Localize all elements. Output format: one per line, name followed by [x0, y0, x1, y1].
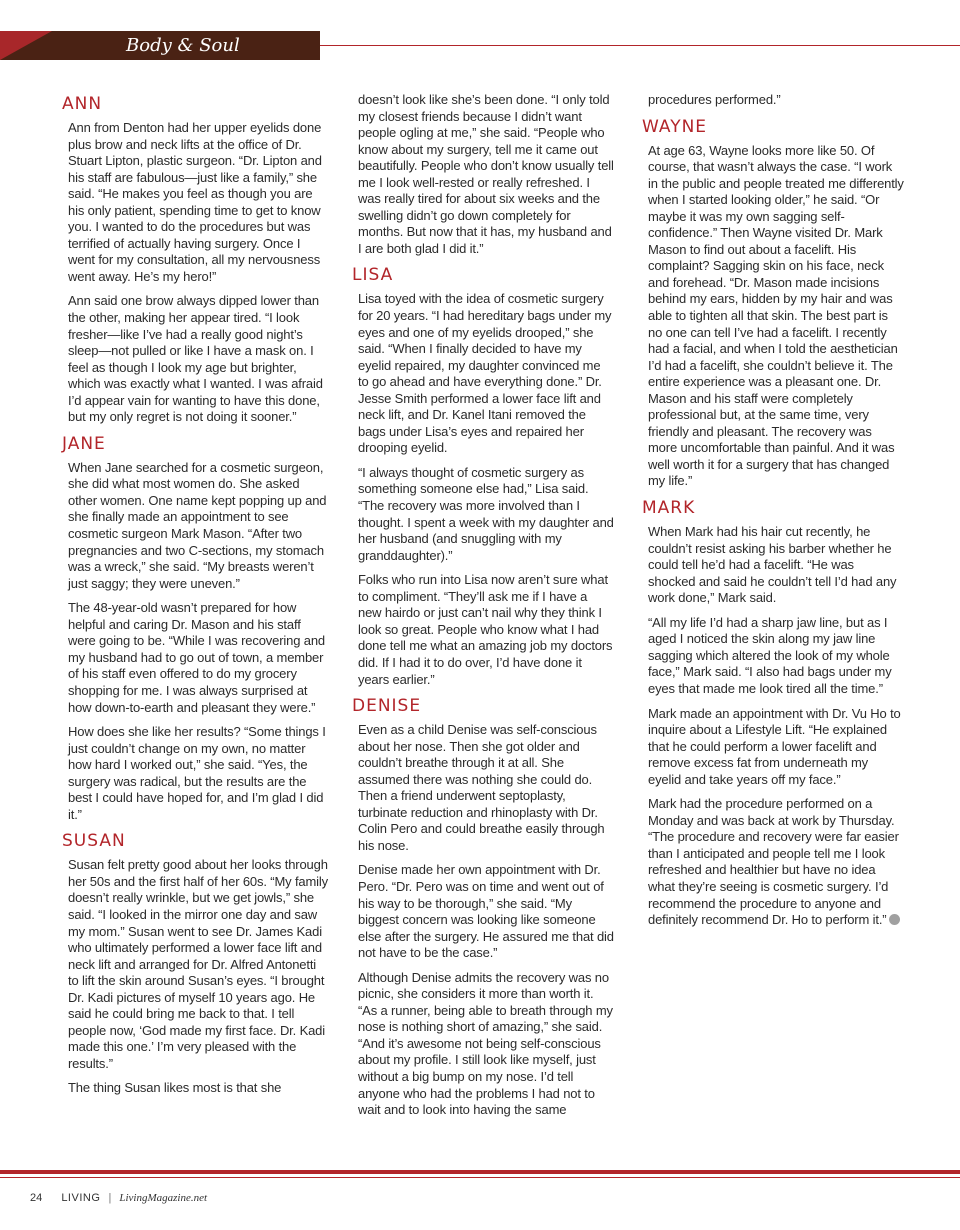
footer-rule-thick [0, 1170, 960, 1174]
footer-rule-thin [0, 1177, 960, 1178]
subhead-jane: JANE [62, 433, 106, 454]
paragraph: At age 63, Wayne looks more like 50. Of course, that wasn’t always the case. “I work in the public and people treated me differently when I started looking older,” he said. “Or maybe it was my own sagging self-confidence.” Then Wayne visited Dr. Mark Mason to find out about a facelift. His complaint? Sagging skin on his face, neck and forehead. “Dr. Mason made incisions behind my ears, hidden by my hair and was able to tighten all that skin. The best part is no one can tell I’ve had a facelift. I recently had a facial, and when I told the aesthetician I’d had a facelift, she couldn’t believe it. The entire experience was a pleasant one. Dr. Mason and his staff were completely professional but, at the same time, very friendly and pleasant. The recovery was more uncomfortable than painful. And it was well worth it for a surgery that has changed my life.” [648, 142, 904, 489]
paragraph-text: Mark had the procedure performed on a Monday and was back at work by Thursday. “The procedure and recovery were far easier than I anticipated and people tell me I look refreshed and healthier but have no idea what they’re seeing is cosmetic surgery. I’d recommend the procedure to anyone and definitely recommend Dr. Ho to perform it.” [648, 796, 899, 928]
paragraph: “I always thought of cosmetic surgery as something someone else had,” Lisa said. “The recovery was more involved than I thought. I spent a week with my daughter and her husband (and snuggling with my granddaughter).” [358, 464, 614, 563]
section-header-accent [0, 31, 52, 60]
paragraph: Ann said one brow always dipped lower than the other, making her appear tired. “I look fresher—like I’ve had a really good night’s sleep—not pulled or like I have a mask on. I feel as though I look my age but brighter, which was exactly what I wanted. I was afraid I’d appear vain for wanting to have this done, but my only regret is not doing it sooner.” [68, 293, 323, 425]
footer-brand: LIVING [61, 1192, 101, 1204]
paragraph: Lisa toyed with the idea of cosmetic surgery for 20 years. “I had hereditary bags under my eyes and one of my eyelids drooped,” she said. “When I finally decided to have my eyelid repaired, my daughter convinced me to go ahead and have everything done.” Dr. Jesse Smith performed a lower face lift and neck lift, and Dr. Kanel Itani removed the bags under Lisa’s eyes and repaired her drooping eyelid. [358, 291, 612, 456]
end-mark-icon [889, 914, 900, 925]
paragraph: When Mark had his hair cut recently, he couldn’t resist asking his barber whether he could tell he’d had a facelift. “He was shocked and said he couldn’t tell I’d had any work done,” Mark said. [648, 524, 897, 606]
footer-site: LivingMagazine.net [119, 1192, 208, 1204]
subhead-susan: SUSAN [62, 831, 126, 852]
article-column-3 [642, 90, 904, 937]
article-column-2 [352, 90, 614, 1127]
paragraph: When Jane searched for a cosmetic surgeon, she did what most women do. She asked other women. One name kept popping up and she finally made an appointment to see cosmetic surgeon Mark Mason. “After two pregnancies and two C-sections, my stomach was a wreck,” she said. “My breasts weren’t just saggy; they were uneven.” [68, 459, 327, 591]
subhead-lisa: LISA [352, 265, 394, 286]
subhead-ann: ANN [62, 94, 103, 114]
paragraph: Although Denise admits the recovery was no picnic, she considers it more than worth it. “As a runner, being able to breath through my nose is nothing short of amazing,” she said. “And it’s awesome not being self-conscious about my profile. I still look like myself, just without a big bump on my nose. I’d tell anyone who had the problems I had not to wait and to look into having the same [358, 969, 613, 1118]
paragraph: Folks who run into Lisa now aren’t sure what to compliment. “They’ll ask me if I have a new hairdo or just can’t nail why they think I look so great. People who know what I had done tell me what an amazing job my doctors did. If I had it to do over, I’d have done it years earlier.” [358, 572, 613, 687]
paragraph: procedures performed.” [648, 92, 781, 107]
footer-separator: | [108, 1192, 112, 1204]
subhead-wayne: WAYNE [642, 116, 708, 137]
page-number: 24 [30, 1192, 43, 1204]
page-footer [30, 1192, 207, 1204]
paragraph: How does she like her results? “Some things I just couldn’t change on my own, no matter how hard I worked out,” she said. “Yes, the surgery was radical, but the results are the best I could have hoped for, and I’m glad I did it.” [68, 724, 326, 822]
subhead-denise: DENISE [352, 696, 422, 717]
paragraph: Mark made an appointment with Dr. Vu Ho to inquire about a Lifestyle Lift. “He explained that he could perform a lower facelift and remove excess fat from underneath my eyelid and take years off my face.” [648, 705, 901, 787]
paragraph: “All my life I’d had a sharp jaw line, but as I aged I noticed the skin along my jaw line sagging which altered the look of my whole face,” Mark said. “I also had bags under my eyes that made me look tired all the time.” [648, 614, 892, 696]
paragraph-final [642, 796, 904, 928]
subhead-mark: MARK [642, 498, 696, 519]
paragraph: Even as a child Denise was self-conscious about her nose. Then she got older and couldn’t breathe through it at all. She assumed there was nothing she could do. Then a friend underwent septoplasty, turbinate reduction and rhinoplasty with Dr. Colin Pero and could breathe easily through his nose. [358, 722, 605, 853]
paragraph: Denise made her own appointment with Dr. Pero. “Dr. Pero was on time and went out of his way to be thorough,” she said. “My biggest concern was looking like someone else after the surgery. He assured me that did not have to be the case.” [358, 862, 614, 961]
section-title: Body & Soul [126, 35, 240, 56]
paragraph: doesn’t look like she’s been done. “I only told my closest friends because I didn’t want people ogling at me,” she said. “People who know about my surgery, tell me it came out beautifully. People who don’t know usually tell me I look well-rested or really refreshed. I was really tired for about six weeks and the swelling didn’t go down completely for months. But now that it has, my husband and I are both glad I did it.” [358, 92, 614, 256]
paragraph: Ann from Denton had her upper eyelids done plus brow and neck lifts at the office of Dr. Stuart Lipton, plastic surgeon. “Dr. Lipton and his staff are fabulous—just like a family,” she said. “He makes you feel as though you are his only patient, spending time to get to know you. I wanted to do the procedures but was terrified of actually having surgery. Once I went for my consultation, all my nervousness went away. He’s my hero!” [68, 120, 322, 284]
paragraph: The 48-year-old wasn’t prepared for how helpful and caring Dr. Mason and his staff were going to be. “While I was recovering and my husband had to go out of town, a member of his staff even offered to do my grocery shopping for me. I was always surprised at how down-to-earth and pleasant they were.” [68, 600, 325, 715]
paragraph: Susan felt pretty good about her looks through her 50s and the first half of her 60s. “My family doesn’t really wrinkle, but we get jowls,” she said. “I looked in the mirror one day and saw my mom.” Susan went to see Dr. James Kadi who ultimately performed a lower face lift and neck lift and arranged for Dr. Alfred Antonetti to lift the skin around Susan’s eyes. “I brought Dr. Kadi pictures of myself 10 years ago. He said he could bring me back to that. I tell people now, ‘God made my first face. Dr. Kadi made this one.’ I’m very pleased with the results.” [68, 857, 328, 1071]
paragraph: The thing Susan likes most is that she [68, 1080, 282, 1096]
header-rule [320, 45, 960, 46]
article-column-1 [62, 90, 328, 1105]
